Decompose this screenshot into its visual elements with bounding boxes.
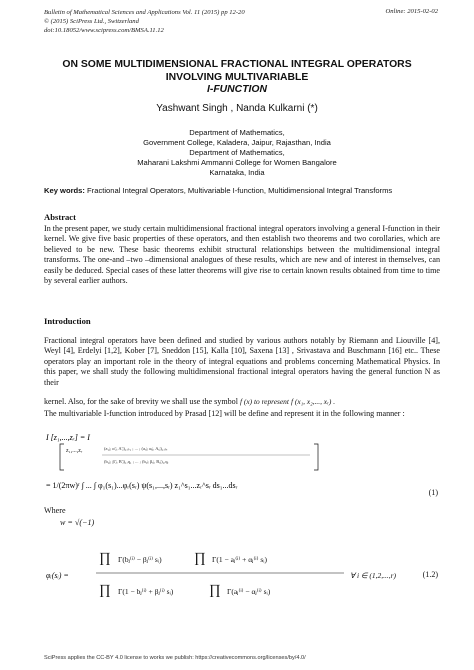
online-date: Online: 2015-02-02 <box>385 8 438 15</box>
doi-line: doi:10.18052/www.scipress.com/BMSA.11.12 <box>44 27 164 34</box>
svg-text:∏: ∏ <box>99 583 111 598</box>
keywords-label: Key words: <box>44 186 85 195</box>
eq1-lhs: I [z₁,...,zᵣ] = I <box>46 433 90 442</box>
keywords-text: Fractional Integral Operators, Multivariable I-function, Multidimensional Integral Transforms <box>84 186 393 195</box>
journal-citation: Bulletin of Mathematical Sciences and Applications Vol. 11 (2015) pp 12-20 <box>44 9 245 16</box>
keywords <box>44 186 442 196</box>
svg-text:Γ(1 − bⱼ⁽ⁱ⁾ + βⱼ⁽ⁱ⁾ sᵢ): Γ(1 − bⱼ⁽ⁱ⁾ + βⱼ⁽ⁱ⁾ sᵢ) <box>118 587 174 596</box>
svg-text:z₁,...,zᵣ: z₁,...,zᵣ <box>66 448 83 454</box>
affiliation-line: Department of Mathematics, <box>189 148 285 157</box>
svg-text:(b₁ⱼ; β′ⱼ, B′ⱼ)₁,q₁ ; ... ; (b: (b₁ⱼ; β′ⱼ, B′ⱼ)₁,q₁ ; ... ; (bᵣⱼ; βᵣⱼ, Bᵣⱼ)₁,qᵣ <box>104 459 169 464</box>
equation-1-number: (1) <box>428 488 438 497</box>
intro-paragraph-3: The multivariable I-function introduced by Prasad [12] will be define and represent it in the following manner : <box>44 409 405 418</box>
svg-text:Γ(aⱼ⁽ⁱ⁾ − αⱼ⁽ⁱ⁾ sᵢ): Γ(aⱼ⁽ⁱ⁾ − αⱼ⁽ⁱ⁾ sᵢ) <box>227 587 271 596</box>
equation-1-2-number: (1.2) <box>422 570 438 579</box>
intro-paragraph-2 <box>44 397 444 407</box>
affiliation-line: Department of Mathematics, <box>189 128 285 137</box>
kernel-sentence: kernel. Also, for the sake of brevity we shall use the symbol <box>44 397 238 406</box>
where-label: Where <box>44 506 66 515</box>
w-definition: w = √(−1) <box>60 518 95 527</box>
author-list: Yashwant Singh , Nanda Kulkarni (*) <box>156 103 318 114</box>
intro-paragraph-1: Fractional integral operators have been defined and studied by various authors notably by Riemann and Liouville [4], Weyl [4], Erdelyi [1,2], Kober [7], Sneddon [15], Kalla [10], Saxena [13] , Srivastava and Buschmann [16] etc.. These operators play an important role in the theory of integral equations and problems concerning Mathematical Physics. In this paper, we shall study the following multidimensional fractional integral operators having the general function N as their <box>44 336 440 387</box>
abstract-text: In the present paper, we study certain multidimensional fractional integral operators involving a general I-function in their kernel. We give five basic properties of these operators, and then establish two theorems and two corollaries, which are believed to be new. These basic theorems exhibit structural relationships between the multidimensional integral transforms. The one-and –two –dimensional analogues of these results, which are new and of interest in themselves, can easily be deduced. Special cases of these latter theorems will give rise to certain known results obtained from time to time by several earlier authors. <box>44 224 440 286</box>
eq12-lhs: φᵢ(sᵢ) = <box>46 571 69 580</box>
eq12-condition: ∀ i ∈ (1,2,...,r) <box>350 571 397 580</box>
affiliation-line: Maharani Lakshmi Ammanni College for Women Bangalore <box>137 158 337 167</box>
title-line-3: I-FUNCTION <box>206 84 268 95</box>
svg-text:Γ(bⱼ⁽ⁱ⁾ − βⱼ⁽ⁱ⁾ sᵢ): Γ(bⱼ⁽ⁱ⁾ − βⱼ⁽ⁱ⁾ sᵢ) <box>118 555 162 564</box>
introduction-heading: Introduction <box>44 316 91 326</box>
eq1-rhs: = 1/(2πw)ʳ ∫ ... ∫ φ₁(s₁)...φᵣ(sᵣ) ψ(s₁,...,sᵣ) z₁^s₁...zᵣ^sᵣ ds₁...dsᵣ <box>46 481 238 490</box>
title-line-1: ON SOME MULTIDIMENSIONAL FRACTIONAL INTEGRAL OPERATORS <box>62 59 412 70</box>
copyright-line: © (2015) SciPress Ltd., Switzerland <box>44 18 139 25</box>
svg-text:∏: ∏ <box>209 583 221 598</box>
svg-text:∏: ∏ <box>99 551 111 566</box>
equation-1-2 <box>44 532 444 622</box>
affiliation-line: Karnataka, India <box>209 168 265 177</box>
affiliations <box>30 128 444 178</box>
title-line-2: INVOLVING MULTIVARIABLE <box>165 71 309 83</box>
svg-text:(a₁ⱼ; α′ⱼ, A′ⱼ)₁,ₚ₁ ; ... ; (a: (a₁ⱼ; α′ⱼ, A′ⱼ)₁,ₚ₁ ; ... ; (aᵣⱼ; αᵣⱼ, Aᵣⱼ)₁,ₚᵣ <box>104 446 168 451</box>
journal-header <box>44 8 245 35</box>
paper-title <box>30 59 444 97</box>
svg-text:Γ(1 − aⱼ⁽ⁱ⁾ + αⱼ⁽ⁱ⁾ sᵢ): Γ(1 − aⱼ⁽ⁱ⁾ + αⱼ⁽ⁱ⁾ sᵢ) <box>212 555 267 564</box>
svg-text:∏: ∏ <box>194 551 206 566</box>
abstract-heading: Abstract <box>44 212 76 222</box>
symbol-f-multi: f (x₁, x₂,..., xᵣ) . <box>290 397 336 406</box>
symbol-f-x: f (x) to represent <box>240 397 289 406</box>
license-footer: SciPress applies the CC-BY 4.0 license to works we publish: https://creativecommons.org/licenses/by/4.0/ <box>44 655 306 661</box>
affiliation-line: Government College, Kaladera, Jaipur, Rajasthan, India <box>143 138 331 147</box>
equation-1 <box>44 430 444 510</box>
